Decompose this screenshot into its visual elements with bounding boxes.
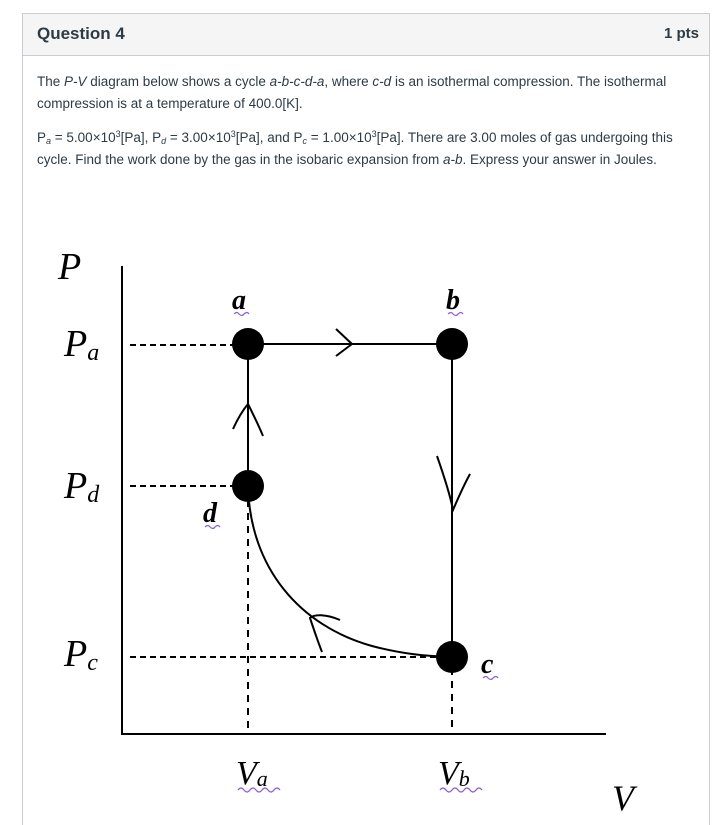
point-label-c: c: [481, 649, 494, 680]
point-c: [436, 641, 468, 673]
label-va: Va: [236, 755, 268, 792]
process-cd-isotherm: [248, 486, 452, 657]
point-label-a: a: [232, 285, 246, 316]
question-title: Question 4: [37, 24, 125, 43]
point-label-b: b: [446, 285, 460, 316]
arrow-ab: [336, 329, 352, 356]
label-pa: Pa: [64, 323, 100, 366]
point-d: [232, 470, 264, 502]
point-a: [232, 328, 264, 360]
question-text-paragraph-1: The P-V diagram below shows a cycle a-b-c-d-a, where c-d is an isothermal compression. The isothermal compression is at a temperature of 400.0[K].: [37, 74, 667, 111]
label-pc: Pc: [64, 633, 98, 676]
label-pd: Pd: [64, 465, 100, 508]
point-label-d: d: [203, 498, 217, 529]
question-text-paragraph-2: $P_a = 5.00\times 10^3[Pa]$, $P_d = 3.00\times 10^3[Pa]$, and $P_c = 1.00\times 10^3[Pa]$. There are 3.00 moles of gas undergoing this cycle. Find the work done by the gas in the isobaric expansion from a-b. Express your answer in Joules.: [37, 129, 673, 167]
label-vb: Vb: [438, 755, 470, 792]
question-header: [23, 14, 709, 56]
axis-label-p: P: [58, 246, 82, 288]
arrow-bc: [437, 456, 470, 510]
question-points: 1 pts: [663, 25, 699, 42]
point-b: [436, 328, 468, 360]
arrow-cd: [310, 615, 340, 652]
pv-diagram: [0, 228, 728, 825]
axis-label-v: V: [612, 778, 634, 818]
